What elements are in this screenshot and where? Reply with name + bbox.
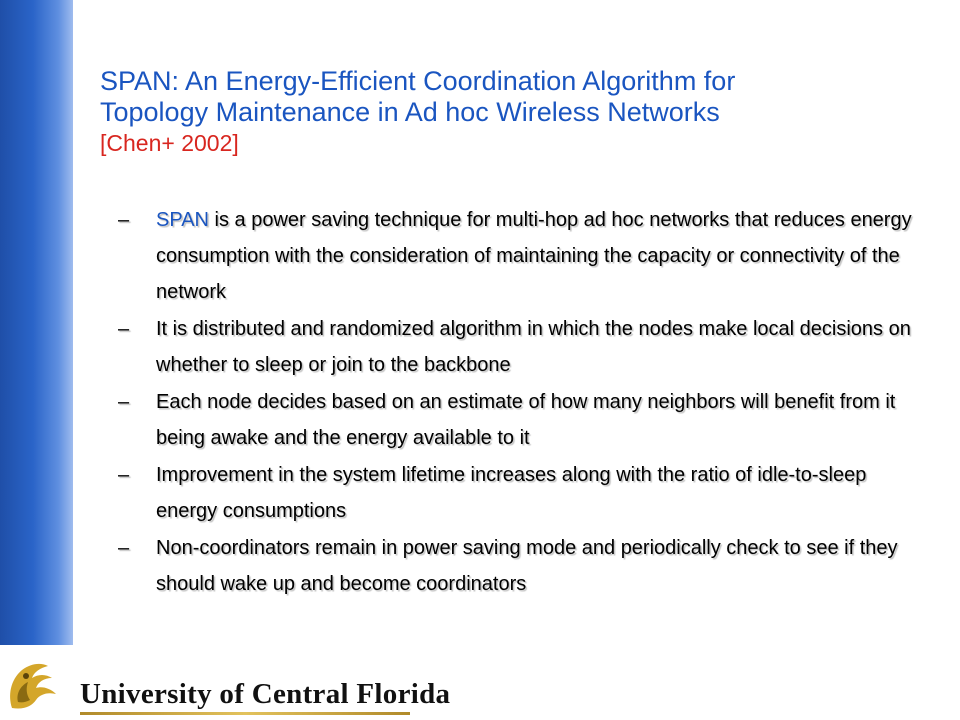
university-name: University of Central Florida bbox=[80, 678, 451, 710]
logo-underline bbox=[80, 712, 410, 715]
bullet-item bbox=[118, 311, 918, 383]
bullet-marker: – bbox=[118, 318, 130, 340]
title-line-1: SPAN: An Energy-Efficient Coordination Algorithm for bbox=[100, 66, 736, 96]
title-citation: [Chen+ 2002] bbox=[100, 130, 239, 156]
bullet-item bbox=[118, 202, 918, 310]
slide-title bbox=[100, 66, 930, 157]
bullet-text: Improvement in the system lifetime increases along with the ratio of idle-to-sleep energy consumptions bbox=[156, 464, 867, 522]
bullet-text: It is distributed and randomized algorithm in which the nodes make local decisions on whether to sleep or join to the backbone bbox=[156, 318, 911, 376]
pegasus-icon bbox=[4, 656, 64, 716]
bullet-marker: – bbox=[118, 537, 130, 559]
bullet-text: is a power saving technique for multi-hop ad hoc networks that reduces energy consumption with the consideration of maintaining the capacity or connectivity of the network bbox=[156, 209, 912, 303]
side-accent-bar bbox=[0, 0, 73, 645]
bullet-marker: – bbox=[118, 464, 130, 486]
bullet-item bbox=[118, 457, 918, 529]
bullet-item bbox=[118, 530, 918, 602]
bullet-marker: – bbox=[118, 209, 130, 231]
bullet-marker: – bbox=[118, 391, 130, 413]
bullet-text: Non-coordinators remain in power saving mode and periodically check to see if they should wake up and become coordinators bbox=[156, 537, 898, 595]
bullet-list bbox=[118, 202, 918, 603]
bullet-item bbox=[118, 384, 918, 456]
bullet-highlight: SPAN bbox=[156, 209, 209, 231]
bullet-text: Each node decides based on an estimate of how many neighbors will benefit from it being awake and the energy available to it bbox=[156, 391, 896, 449]
title-line-2: Topology Maintenance in Ad hoc Wireless Networks bbox=[100, 97, 720, 127]
university-logo bbox=[0, 652, 451, 720]
